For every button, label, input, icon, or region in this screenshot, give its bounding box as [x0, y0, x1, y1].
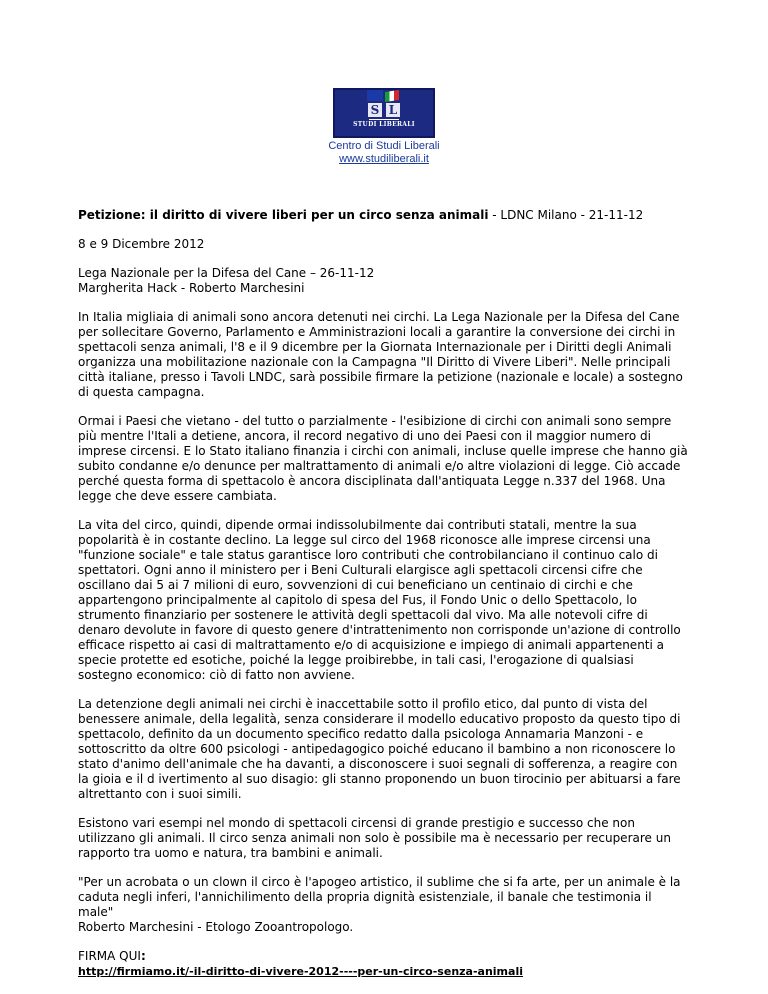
website-link-row	[0, 153, 768, 166]
logo-badge	[333, 88, 435, 138]
website-link[interactable]: www.studiliberali.it	[339, 153, 429, 165]
quote-text: "Per un acrobata o un clown il circo è l'apogeo artistico, il sublime che si fa arte, per un animale è la caduta negli inferi, l'annichilimento della propria dignità esistenziale, il banale che testimonia il male"	[78, 875, 681, 919]
logo-letter-l: L	[386, 103, 400, 117]
paragraph-2: Ormai i Paesi che vietano - del tutto o parzialmente - l'esibizione di circhi con animali sono sempre più mentre l'Itali a detiene, ancora, il record negativo di uno dei Paesi con il maggior numero di imprese circensi. E lo Stato italiano finanzia i circhi con animali, incluse quelle imprese che hanno già subito condanne e/o denunce per maltrattamento di animali e/o altre violazioni di legge. Ciò accade perché questa forma di spettacolo è ancora disciplinata dall'antiquata Legge n.337 del 1968. Una legge che deve essere cambiata.	[78, 414, 688, 503]
logo-letter-s: S	[368, 103, 382, 117]
logo-subtitle: STUDI LIBERALI	[353, 121, 415, 128]
paragraph-1: In Italia migliaia di animali sono ancora detenuti nei circhi. La Lega Nazionale per la Difesa del Cane per sollecitare Governo, Parlamento e Amministrazioni locali a garantire la conversione dei circhi in spettacoli senza animali, l'8 e il 9 dicembre per la Giornata Internazionale per i Diritti degli Animali organizza una mobilitazione nazionale con la Campagna "Il Diritto di Vivere Liberi". Nelle principali città italiane, presso i Tavoli LNDC, sarà possibile firmare la petizione (nazionale e locale) a sostegno di questa campagna.	[78, 310, 683, 399]
studi-liberali-logo	[333, 88, 435, 138]
eu-flag-icon	[367, 90, 383, 101]
article-title-bold: Petizione: il diritto di vivere liberi per un circo senza animali	[78, 208, 489, 222]
firma-label: FIRMA QUI	[78, 949, 141, 963]
quote	[78, 875, 690, 935]
article-title-rest: - LDNC Milano - 21-11-12	[488, 208, 644, 222]
article-date: 8 e 9 Dicembre 2012	[78, 237, 205, 251]
logo-divider	[369, 119, 399, 120]
source-line-2: Margherita Hack - Roberto Marchesini	[78, 281, 305, 295]
petition-link[interactable]: http://firmiamo.it/-il-diritto-di-vivere-2012----per-un-circo-senza-animali	[78, 965, 523, 978]
center-name: Centro di Studi Liberali	[328, 140, 440, 152]
paragraph-3: La vita del circo, quindi, dipende ormai indissolubilmente dai contributi statali, mentre la sua popolarità è in costante declino. La legge sul circo del 1968 riconosce alle imprese circensi una "funzione sociale" e tale status garantisce loro contributi che controbilanciano il continuo calo di spettatori. Ogni anno il ministero per i Beni Culturali elargisce agli spettacoli circensi cifre che oscillano dai 5 ai 7 milioni di euro, sovvenzioni di cui beneficiano un centinaio di circhi e che appartengono principalmente al capitolo di spesa del Fus, il Fondo Unic o dello Spettacolo, lo strumento finanziario per sostenere le attività degli spettacoli dal vivo. Ma alle notevoli cifre di denaro devolute in favore di questo genere d'intrattenimento non corrisponde un'azione di controllo efficace rispetto ai casi di maltrattamento e/o di acquisizione e impiego di animali appartenenti a specie protette ed esotiche, poiché la legge proibirebbe, in tali casi, l'erogazione di qualsiasi sostegno economico: ciò di fatto non avviene.	[78, 518, 681, 682]
article-body	[78, 208, 690, 979]
firma-colon: :	[140, 949, 146, 963]
paragraph-5: Esistono vari esempi nel mondo di spettacoli circensi di grande prestigio e successo che non utilizzano gli animali. Il circo senza animali non solo è possibile ma è necessario per recuperare un rapporto tra uomo e natura, tra bambini e animali.	[78, 816, 671, 860]
firma-label-line	[78, 949, 690, 964]
article-title	[78, 208, 690, 223]
source-line-1: Lega Nazionale per la Difesa del Cane – 26-11-12	[78, 266, 375, 280]
quote-author: Roberto Marchesini - Etologo Zooantropologo.	[78, 920, 354, 934]
article-source	[78, 266, 690, 296]
paragraph-4: La detenzione degli animali nei circhi è inaccettabile sotto il profilo etico, dal punto di vista del benessere animale, della legalità, senza considerare il modello educativo proposto da questo tipo di spettacolo, definito da un documento specifico redatto dalla psicologa Annamaria Manzoni - e sottoscritto da oltre 600 psicologi - antipedagogico poiché educano il bambino a non riconoscere lo stato d'animo dell'animale che ha davanti, a disconoscere i suoi segnali di sofferenza, a reagire con la gioia e il d ivertimento al suo disagio: gli stanno proponendo un buon tirocinio per abituarsi a fare altrettanto con i suoi simili.	[78, 697, 681, 801]
italian-flag-icon	[385, 90, 399, 102]
